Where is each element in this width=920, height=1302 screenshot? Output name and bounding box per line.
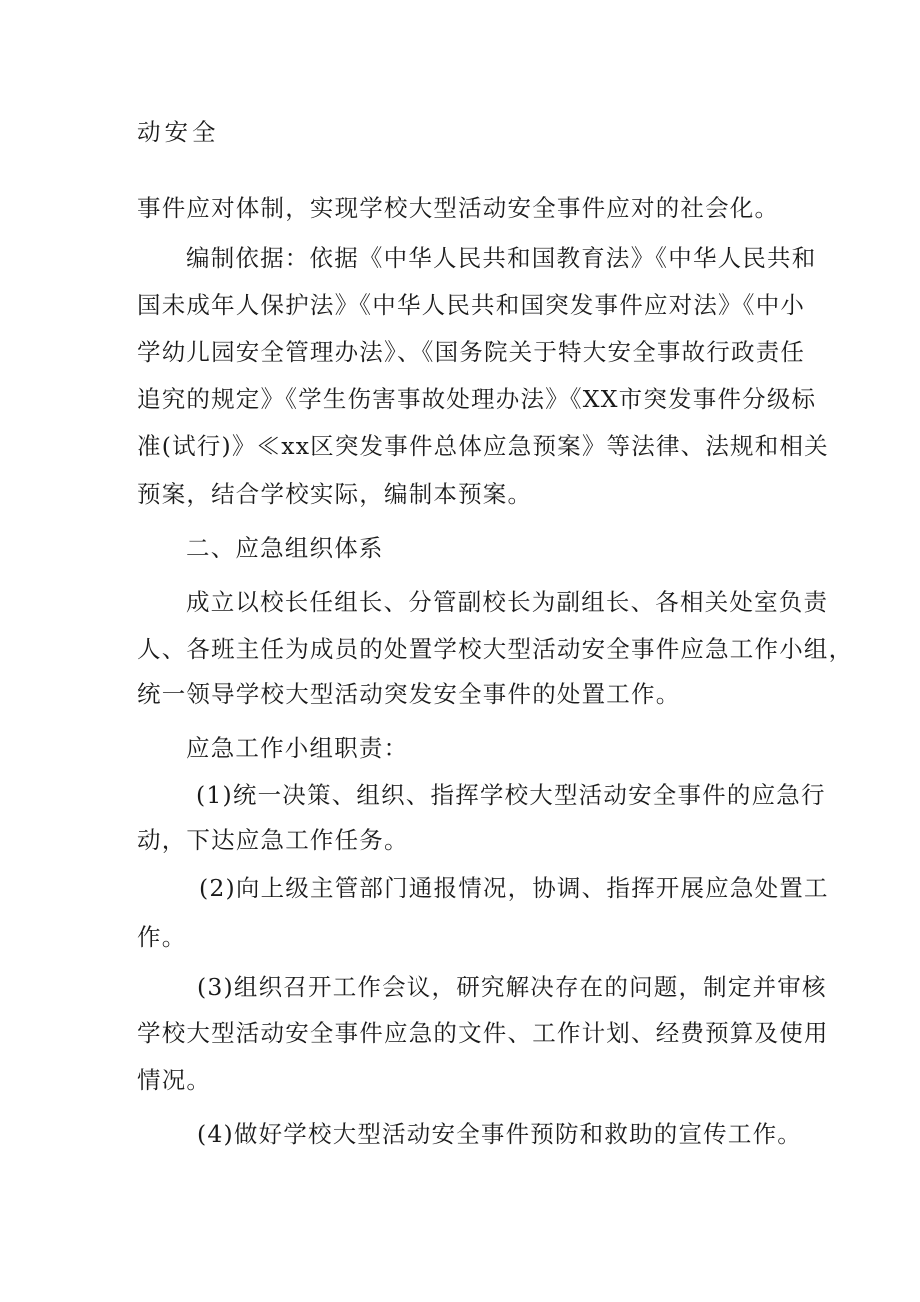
- text-line: 学幼儿园安全管理办法》、《国务院关于特大安全事故行政责任: [137, 338, 806, 366]
- text-line: 学校大型活动安全事件应急的文件、工作计划、经费预算及使用: [137, 1019, 829, 1047]
- text-line: 动，下达应急工作任务。: [137, 826, 409, 854]
- list-item: (1)统一决策、组织、指挥学校大型活动安全事件的应急行: [196, 781, 826, 809]
- list-item: (3)组织召开工作会议，研究解决存在的问题，制定并审核: [197, 973, 827, 1001]
- text-line: 事件应对体制，实现学校大型活动安全事件应对的社会化。: [137, 194, 780, 222]
- paragraph-line-basis: 编制依据：依据《中华人民共和国教育法》《中华人民共和: [186, 244, 817, 272]
- text-line: 预案，结合学校实际，编制本预案。: [137, 480, 533, 508]
- text-line: 统一领导学校大型活动突发安全事件的处置工作。: [137, 680, 681, 708]
- section-heading: 二、应急组织体系: [186, 534, 384, 562]
- text-line: 成立以校长任组长、分管副校长为副组长、各相关处室负责: [186, 588, 829, 616]
- text-line: 国未成年人保护法》《中华人民共和国突发事件应对法》《中小: [137, 291, 806, 319]
- text-line: 动安全: [137, 118, 220, 146]
- list-item: (2)向上级主管部门通报情况，协调、指挥开展应急处置工: [199, 874, 829, 902]
- text-line: 人、各班主任为成员的处置学校大型活动安全事件应急工作小组，: [137, 635, 854, 663]
- text-line: 作。: [137, 923, 187, 951]
- text-line: 情况。: [137, 1066, 212, 1094]
- text-line: 追究的规定》《学生伤害事故处理办法》《XX市突发事件分级标: [137, 385, 817, 413]
- text-line: 准(试行)》≪xx区突发事件总体应急预案》等法律、法规和相关: [137, 432, 829, 460]
- list-item: (4)做好学校大型活动安全事件预防和救助的宣传工作。: [197, 1120, 802, 1148]
- text-line: 应急工作小组职责：: [186, 734, 409, 762]
